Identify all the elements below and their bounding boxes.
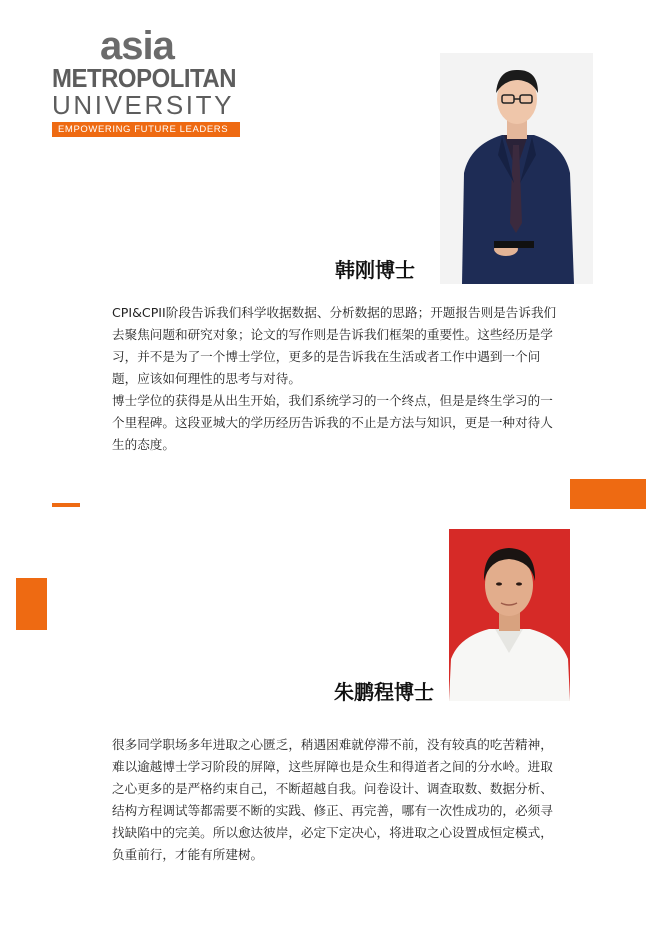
logo-tagline: EMPOWERING FUTURE LEADERS (52, 122, 240, 137)
logo-metropolitan-text: METROPOLITAN (52, 63, 237, 93)
university-logo (52, 24, 244, 137)
accent-block (16, 578, 47, 630)
profile-text-han (112, 302, 558, 456)
paragraph: 博士学位的获得是从出生开始，我们系统学习的一个终点，但是是终生学习的一个里程碑。这段亚城大的学历经历告诉我的不止是方法与知识，更是一种对待人生的态度。 (112, 393, 553, 452)
paragraph: 很多同学职场多年进取之心匮乏，稍遇困难就停滞不前，没有较真的吃苦精神，难以逾越博士学习阶段的屏障，这些屏障也是众生和得道者之间的分水岭。进取之心更多的是严格约束自己，不断超越自我。问卷设计、调查取数、数据分析、结构方程调试等都需要不断的实践、修正、再完善，哪有一次性成功的，必须寻找缺陷中的完美。所以愈达彼岸，必定下定决心，将进取之心设置成恒定模式，负重前行，才能有所建树。 (112, 737, 553, 862)
profile-photo-han (440, 53, 593, 284)
accent-line (52, 503, 80, 507)
portrait-illustration (449, 529, 570, 701)
portrait-illustration (440, 53, 593, 284)
accent-block (570, 479, 646, 509)
profile-name-zhu: 朱鹏程博士 (334, 680, 434, 704)
paragraph: CPI&CPII阶段告诉我们科学收据数据、分析数据的思路；开题报告则是告诉我们去聚焦问题和研究对象；论文的写作则是告诉我们框架的重要性。这些经历是学习，并不是为了一个博士学位，更多的是告诉我在生活或者工作中遇到一个问题，应该如何理性的思考与对待。 (112, 305, 557, 386)
logo-university-text: UNIVERSITY (52, 90, 235, 120)
profile-text-zhu (112, 734, 558, 866)
profile-name-han: 韩刚博士 (335, 258, 415, 282)
profile-photo-zhu (449, 529, 570, 701)
logo-asia-text: asia (100, 24, 174, 68)
